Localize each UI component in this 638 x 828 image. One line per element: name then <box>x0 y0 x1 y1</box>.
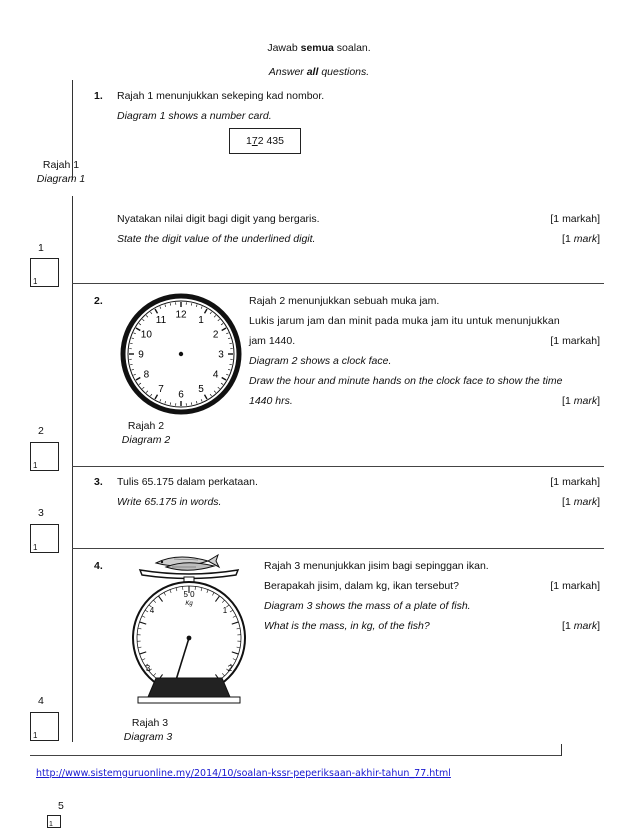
divider <box>30 755 562 756</box>
q2-marks-english: [1 mark] <box>562 395 600 407</box>
clock-face <box>116 290 246 418</box>
q2-line6: 1440 hrs. <box>249 395 293 407</box>
scale-unit-label: Kg <box>185 601 193 607</box>
scale-number: 4 <box>150 606 155 615</box>
instruction-english: Answer all questions. <box>0 66 638 78</box>
q4-marks-english: [1 mark] <box>562 620 600 632</box>
scale-number: 3 <box>146 664 151 673</box>
mark-box-3: 1 <box>30 524 59 553</box>
clock-numeral: 3 <box>218 350 224 361</box>
clock-numeral: 7 <box>158 384 164 395</box>
mark-box-5: 1 <box>47 815 61 828</box>
q4-marks-malay: [1 markah] <box>550 580 600 592</box>
q2-line3: jam 1440. <box>249 335 295 347</box>
q3-marks-malay: [1 markah] <box>550 476 600 488</box>
diagram-1-label: Diagram 1 <box>30 173 92 185</box>
mark-box-4: 1 <box>30 712 59 741</box>
mark-box-2: 1 <box>30 442 59 471</box>
q2-line4: Diagram 2 shows a clock face. <box>249 355 391 367</box>
clock-numeral: 10 <box>141 330 153 341</box>
fish-icon <box>156 555 219 570</box>
clock-numeral: 9 <box>138 350 144 361</box>
number-card: 172 435 <box>229 128 301 154</box>
q1-marks-english: [1 mark] <box>562 233 600 245</box>
clock-numeral: 8 <box>144 370 150 381</box>
clock-numeral: 11 <box>156 315 167 326</box>
rajah-2-label: Rajah 2 <box>116 420 176 432</box>
q1-question-malay: Nyatakan nilai digit bagi digit yang bergaris. <box>117 213 320 225</box>
divider <box>72 283 604 284</box>
margin-number-3: 3 <box>38 507 44 519</box>
scale-zero-label: 5 0 <box>183 590 195 599</box>
q3-number: 3. <box>94 476 103 488</box>
q2-line5: Draw the hour and minute hands on the clock face to show the time <box>249 375 601 387</box>
clock-numeral: 6 <box>178 390 184 401</box>
clock-numeral: 1 <box>198 315 204 326</box>
clock-numeral: 2 <box>213 330 219 341</box>
mark-box-1: 1 <box>30 258 59 287</box>
q2-line1: Rajah 2 menunjukkan sebuah muka jam. <box>249 295 601 307</box>
clock-numeral: 4 <box>213 370 219 381</box>
q1-question-english: State the digit value of the underlined digit. <box>117 233 315 245</box>
rajah-3-label: Rajah 3 <box>120 717 180 729</box>
margin-number-4: 4 <box>38 695 44 707</box>
margin-number-5: 5 <box>58 800 64 812</box>
q2-marks-malay: [1 markah] <box>550 335 600 347</box>
q4-line2: Berapakah jisim, dalam kg, ikan tersebut? <box>264 580 459 592</box>
q1-number: 1. <box>94 90 103 102</box>
q3-marks-english: [1 mark] <box>562 496 600 508</box>
q4-number: 4. <box>94 560 103 572</box>
q1-intro-english: Diagram 1 shows a number card. <box>117 110 272 122</box>
q4-line4: What is the mass, in kg, of the fish? <box>264 620 430 632</box>
q1-marks-malay: [1 markah] <box>550 213 600 225</box>
q3-question-malay: Tulis 65.175 dalam perkataan. <box>117 476 258 488</box>
q2-number: 2. <box>94 295 103 307</box>
scale-number: 1 <box>223 606 228 615</box>
q2-line2: Lukis jarum jam dan minit pada muka jam itu untuk menunjukkan <box>249 315 601 327</box>
diagram-3-label: Diagram 3 <box>114 731 182 743</box>
q4-line1: Rajah 3 menunjukkan jisim bagi sepinggan ikan. <box>264 560 489 572</box>
diagram-2-label: Diagram 2 <box>112 434 180 446</box>
q1-intro-malay: Rajah 1 menunjukkan sekeping kad nombor. <box>117 90 324 102</box>
scale-number: 2 <box>228 664 233 673</box>
divider-tick <box>561 744 562 756</box>
weighing-scale <box>122 550 256 710</box>
clock-numeral: 12 <box>175 310 187 321</box>
source-url-link[interactable]: http://www.sistemguruonline.my/2014/10/soalan-kssr-peperiksaan-akhir-tahun_77.html <box>36 768 451 779</box>
margin-number-1: 1 <box>38 242 44 254</box>
q4-line3: Diagram 3 shows the mass of a plate of fish. <box>264 600 471 612</box>
instruction-malay: Jawab semua soalan. <box>0 42 638 54</box>
q3-question-english: Write 65.175 in words. <box>117 496 221 508</box>
divider <box>72 548 604 549</box>
divider <box>72 466 604 467</box>
clock-numeral: 5 <box>198 384 204 395</box>
margin-rule <box>72 196 73 742</box>
margin-number-2: 2 <box>38 425 44 437</box>
rajah-1-label: Rajah 1 <box>30 159 92 171</box>
